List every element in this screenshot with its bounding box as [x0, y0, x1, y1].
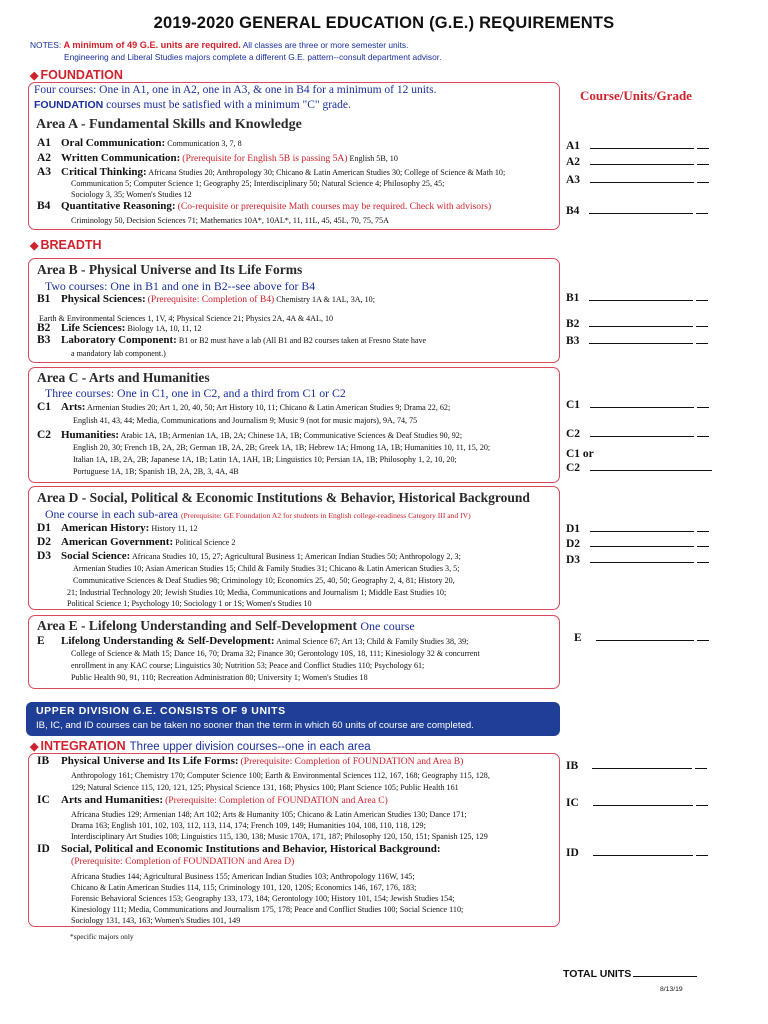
ib-body2: 129; Natural Science 115, 120, 121, 125; Physical Science 131, 168; Physics 100; Plant Science 105; Public Health 161 — [71, 783, 459, 792]
e-code: E — [37, 635, 45, 647]
b1-code: B1 — [37, 293, 51, 305]
breadth-heading — [30, 238, 102, 252]
area-c-intro: Three courses: One in C1, one in C2, and a third from C1 or C2 — [45, 386, 346, 400]
blank-ic-label: IC — [566, 797, 579, 809]
blank-c1-or-c2[interactable] — [566, 461, 712, 474]
b3-body: B1 or B2 must have a lab (All B1 and B2 courses taken at Fresno State have — [178, 336, 427, 345]
a3-label: Critical Thinking: — [61, 166, 147, 178]
a3-body2: Communication 5; Computer Science 1; Geography 25; Interdisciplinary 50; Natural Science 4; Philosophy 25, 45; — [71, 179, 445, 188]
blank-b4-label: B4 — [566, 205, 580, 217]
ib-row — [37, 756, 553, 767]
total-units-blank[interactable] — [633, 976, 697, 977]
blank-d1[interactable] — [566, 522, 709, 535]
foundation-intro: Four courses: One in A1, one in A2, one in A3, & one in B4 for a minimum of 12 units. — [34, 84, 437, 96]
e-body4: Public Health 90, 91, 110; Recreation Administration 80; University 1; Women's Studies 18 — [71, 673, 368, 682]
e-body: Animal Science 67; Art 13; Child & Family Studies 38, 39; — [276, 637, 469, 646]
d3-body4: 21; Industrial Technology 20; Jewish Studies 10; Media, Communications and Journalism 1; Middle East Studies 10; — [67, 588, 447, 597]
d3-body5: Political Science 1; Psychology 10; Sociology 1 or 1S; Women's Studies 10 — [67, 599, 312, 608]
c2-code: C2 — [37, 429, 52, 441]
c2-row — [37, 430, 553, 441]
blank-b3[interactable] — [566, 334, 708, 347]
notes-warning: A minimum of 49 G.E. units are required. — [63, 40, 241, 50]
area-e-title: Area E - Lifelong Understanding and Self-Development — [37, 618, 358, 633]
ic-body3: Interdisciplinary Art Studies 108; Linguistics 115, 130, 138; Music 170A, 171, 187; Philosophy 120, 150, 151; Spanish 125, 129 — [71, 832, 488, 841]
foundation-min-rest: courses must be satisfied with a minimum "C" grade. — [106, 99, 351, 111]
notes-line2: Engineering and Liberal Studies majors complete a different G.E. pattern--consult department advisor. — [64, 52, 442, 62]
c1-code: C1 — [37, 401, 52, 413]
d1-row — [37, 523, 553, 534]
b4-code: B4 — [37, 200, 51, 212]
area-d-intro: One course in each sub-area — [45, 507, 178, 521]
e-row — [37, 636, 553, 647]
ic-body: Africana Studies 129; Armenian 148; Art 102; Arts & Humanity 105; Chicano & Latin American Studies 130; Dance 171; — [71, 810, 467, 819]
diamond-icon: ◆ — [30, 70, 39, 82]
area-c-title: Area C - Arts and Humanities — [37, 370, 210, 385]
b4-label: Quantitative Reasoning: — [61, 200, 176, 212]
foundation-min — [34, 99, 351, 111]
footnote: *specific majors only — [70, 932, 134, 941]
id-label: Social, Political and Economic Institutions and Behavior, Historical Background: — [61, 843, 441, 855]
blank-c2b-label: C2 — [566, 462, 581, 474]
c2-body3: Italian 1A, 1B, 2A, 2B; Japanese 1A, 1B; Latin 1A, 1AH, 1B; Linguistics 10; Persian 1A, 1B; Philosophy 1, 2, 10, 20; — [73, 455, 457, 464]
blank-a2-label: A2 — [566, 156, 581, 168]
id-code: ID — [37, 843, 50, 855]
blank-d2-label: D2 — [566, 538, 581, 550]
total-units-label: TOTAL UNITS — [563, 968, 632, 980]
integration-heading-text: INTEGRATION — [40, 739, 126, 753]
ib-label: Physical Universe and Its Life Forms: — [61, 755, 239, 767]
blank-d1-label: D1 — [566, 523, 581, 535]
b1-body2: Earth & Environmental Sciences 1, 1V, 4; Physical Science 21; Physics 2A, 4A & 4AL, 10 — [39, 314, 334, 323]
ic-row — [37, 795, 553, 806]
d2-label: American Government: — [61, 536, 174, 548]
ib-code: IB — [37, 755, 50, 767]
diamond-icon: ◆ — [30, 240, 39, 252]
a2-row — [37, 153, 553, 164]
blank-a3[interactable] — [566, 173, 709, 186]
breadth-heading-text: BREADTH — [40, 238, 102, 252]
blank-ib-label: IB — [566, 760, 579, 772]
blank-a1-label: A1 — [566, 140, 581, 152]
area-e-box — [28, 615, 560, 689]
c2-body: Arabic 1A, 1B; Armenian 1A, 1B, 2A; Chinese 1A, 1B; Communicative Sciences & Deaf Studies 90, 92; — [120, 431, 463, 440]
b3-code: B3 — [37, 334, 51, 346]
b4-body: Criminology 50, Decision Sciences 71; Mathematics 10A*, 10AL*, 11, 11L, 45, 45L, 70, 75, 75A — [71, 216, 389, 225]
d1-code: D1 — [37, 522, 52, 534]
a1-body: Communication 3, 7, 8 — [167, 139, 242, 148]
a1-code: A1 — [37, 137, 52, 149]
upper-division-title: UPPER DIVISION G.E. CONSISTS OF 9 UNITS — [36, 705, 286, 717]
area-b-title: Area B - Physical Universe and Its Life Forms — [37, 262, 303, 277]
b1-label: Physical Sciences: — [61, 293, 146, 305]
area-d-prereq: (Prerequisite: GE Foundation A2 for students in English college-readiness Category III and IV) — [180, 511, 471, 520]
notes-prefix: NOTES: — [30, 40, 62, 50]
c2-label: Humanities: — [61, 429, 120, 441]
blank-c2[interactable] — [566, 427, 709, 440]
blank-d2[interactable] — [566, 537, 709, 550]
b1-prereq: (Prerequisite: Completion of B4) — [147, 294, 275, 305]
b4-prereq: (Co-requisite or prerequisite Math courses may be required. Check with advisors) — [177, 201, 492, 212]
a1-row — [37, 138, 553, 149]
blank-e[interactable] — [574, 631, 709, 644]
blank-b2-label: B2 — [566, 318, 580, 330]
e-body2: College of Science & Math 15; Dance 16, 70; Drama 32; Finance 30; Gerontology 10S, 18, 111; Kinesiology 32 & concurrent — [71, 649, 480, 658]
d2-row — [37, 537, 553, 548]
id-body3: Forensic Behavioral Sciences 153; Geography 133, 173, 184; Gerontology 100; History 101, 154; Jewish Studies 154; — [71, 894, 455, 903]
d1-label: American History: — [61, 522, 150, 534]
id-body5: Sociology 131, 143, 163; Women's Studies 101, 149 — [71, 916, 241, 925]
blank-c2-label: C2 — [566, 428, 581, 440]
b2-code: B2 — [37, 322, 51, 334]
integration-box — [28, 753, 560, 927]
page-title: 2019-2020 GENERAL EDUCATION (G.E.) REQUIREMENTS — [153, 14, 615, 32]
blank-id-label: ID — [566, 847, 579, 859]
revision-date: 8/13/19 — [660, 986, 683, 993]
ic-code: IC — [37, 794, 50, 806]
ic-label: Arts and Humanities: — [61, 794, 164, 806]
foundation-heading-text: FOUNDATION — [40, 68, 123, 82]
c1-label: Arts: — [61, 401, 86, 413]
area-a-title: Area A - Fundamental Skills and Knowledge — [36, 117, 302, 132]
d3-body3: Communicative Sciences & Deaf Studies 98; Criminology 10; Economics 25, 40, 50; Geography 2, 4, 81; History 20, — [73, 576, 455, 585]
d2-body: Political Science 2 — [175, 538, 236, 547]
b1-body: Chemistry 1A & 1AL, 3A, 10; — [276, 295, 375, 304]
ib-prereq: (Prerequisite: Completion of FOUNDATION and Area B) — [240, 756, 464, 767]
ib-body: Anthropology 161; Chemistry 170; Computer Science 100; Earth & Environmental Sciences 112, 167, 168; Geography 115, 128, — [71, 771, 490, 780]
c1-row — [37, 402, 553, 413]
upper-division-banner — [26, 702, 560, 736]
blank-d3[interactable] — [566, 553, 709, 566]
blank-d3-label: D3 — [566, 554, 581, 566]
b3-label: Laboratory Component: — [61, 334, 177, 346]
course-units-grade-header: Course/Units/Grade — [580, 88, 692, 103]
d3-body2: Armenian Studies 10; Asian American Studies 15; Child & Family Studies 31; Chicano & Latin American Studies 3, 5; — [73, 564, 460, 573]
id-body2: Chicano & Latin American Studies 114, 115; Criminology 101, 120, 120S; Economics 146, 167, 176, 183; — [71, 883, 417, 892]
b3-row — [37, 335, 553, 346]
total-units[interactable] — [563, 968, 697, 980]
blank-b4[interactable] — [566, 204, 708, 217]
d3-label: Social Science: — [61, 550, 131, 562]
c1-body: Armenian Studies 20; Art 1, 20, 40, 50; Art History 10, 11; Chicano & Latin American Studies 9; Drama 22, 62; — [87, 403, 451, 412]
id-row — [37, 844, 553, 855]
a2-body: English 5B, 10 — [349, 154, 398, 163]
b2-label: Life Sciences: — [61, 322, 126, 334]
b3-body2: a mandatory lab component.) — [71, 349, 166, 358]
notes — [30, 39, 550, 63]
blank-c1[interactable] — [566, 398, 709, 411]
d2-code: D2 — [37, 536, 52, 548]
area-b-box — [28, 258, 560, 363]
foundation-heading — [30, 68, 123, 82]
blank-e-label: E — [574, 632, 582, 644]
area-c-box — [28, 367, 560, 483]
b2-row — [37, 323, 553, 334]
blank-a3-label: A3 — [566, 174, 581, 186]
b1-row — [37, 294, 553, 305]
id-prereq-row — [71, 856, 294, 867]
upper-division-text: IB, IC, and ID courses can be taken no sooner than the term in which 60 units of course are completed. — [36, 720, 474, 731]
e-body3: enrollment in any KAC course; Linguistics 30; Nutrition 53; Peace and Conflict Studies 110; Psychology 61; — [71, 661, 425, 670]
blank-ic[interactable] — [566, 796, 708, 809]
a3-row — [37, 167, 553, 178]
blank-id[interactable] — [566, 846, 708, 859]
blank-a2[interactable] — [566, 155, 709, 168]
area-d-title: Area D - Social, Political & Economic Institutions & Behavior, Historical Background — [37, 490, 530, 505]
diamond-icon: ◆ — [30, 741, 39, 753]
area-e-title-row — [37, 618, 415, 634]
d3-body: Africana Studies 10, 15, 27; Agricultural Business 1; American Indian Studies 50; Anthropology 2, 3; — [131, 552, 461, 561]
blank-a1[interactable] — [566, 139, 709, 152]
id-body4: Kinesiology 111; Media, Communications and Journalism 175, 178; Peace and Conflict Studies 100; Social Science 110; — [71, 905, 464, 914]
area-b-intro: Two courses: One in B1 and one in B2--see above for B4 — [45, 279, 316, 293]
e-label: Lifelong Understanding & Self-Development: — [61, 635, 275, 647]
blank-b1[interactable] — [566, 291, 708, 304]
integration-sub: Three upper division courses--one in each area — [129, 741, 371, 753]
d3-row — [37, 551, 553, 562]
a2-prereq: (Prerequisite for English 5B is passing 5A) — [182, 153, 348, 164]
area-e-tail: One course — [360, 619, 415, 633]
blank-b2[interactable] — [566, 317, 708, 330]
a1-label: Oral Communication: — [61, 137, 166, 149]
c1-body2: English 41, 43, 44; Media, Communications and Journalism 9; Music 9 (not for music majors), 9A, 74, 75 — [73, 416, 418, 425]
ic-body2: Drama 163; English 101, 102, 103, 112, 113, 114, 174; French 109, 149; Humanities 104, 108, 110, 118, 129; — [71, 821, 426, 830]
id-prereq: (Prerequisite: Completion of FOUNDATION and Area D) — [71, 856, 295, 867]
blank-b3-label: B3 — [566, 335, 580, 347]
d1-body: History 11, 12 — [151, 524, 198, 533]
c2-body4: Portuguese 1A, 1B; Spanish 1B, 2A, 2B, 3, 4A, 4B — [73, 467, 239, 476]
foundation-box — [28, 82, 560, 230]
integration-heading — [30, 739, 371, 753]
blank-c1-label: C1 — [566, 399, 581, 411]
d3-code: D3 — [37, 550, 52, 562]
ic-prereq: (Prerequisite: Completion of FOUNDATION and Area C) — [165, 795, 388, 806]
area-d-intro-row — [45, 507, 471, 522]
a2-label: Written Communication: — [61, 152, 181, 164]
blank-ib[interactable] — [566, 759, 707, 772]
b2-body: Biology 1A, 10, 11, 12 — [127, 324, 202, 333]
foundation-min-word: FOUNDATION — [34, 99, 104, 111]
blank-c1-or-label: C1 or — [566, 448, 594, 460]
area-d-box — [28, 486, 560, 610]
id-body: Africana Studies 144; Agricultural Business 155; American Indian Studies 103; Anthropology 116W, 145; — [71, 872, 415, 881]
blank-b1-label: B1 — [566, 292, 580, 304]
a3-body3: Sociology 3, 35; Women's Studies 12 — [71, 190, 192, 199]
b4-row — [37, 201, 553, 212]
notes-line1-tail: All classes are three or more semester units. — [242, 40, 409, 50]
a3-code: A3 — [37, 166, 52, 178]
c2-body2: English 20, 30; French 1B, 2A, 2B; German 1B, 2A, 2B; Greek 1A, 1B; Hebrew 1A; Hmong 1A, 1B; Humanities 10, 11, 15, 20; — [73, 443, 491, 452]
a3-body: Africana Studies 20; Anthropology 30; Chicano & Latin American Studies 30; College of Science & Math 10; — [148, 168, 506, 177]
a2-code: A2 — [37, 152, 52, 164]
